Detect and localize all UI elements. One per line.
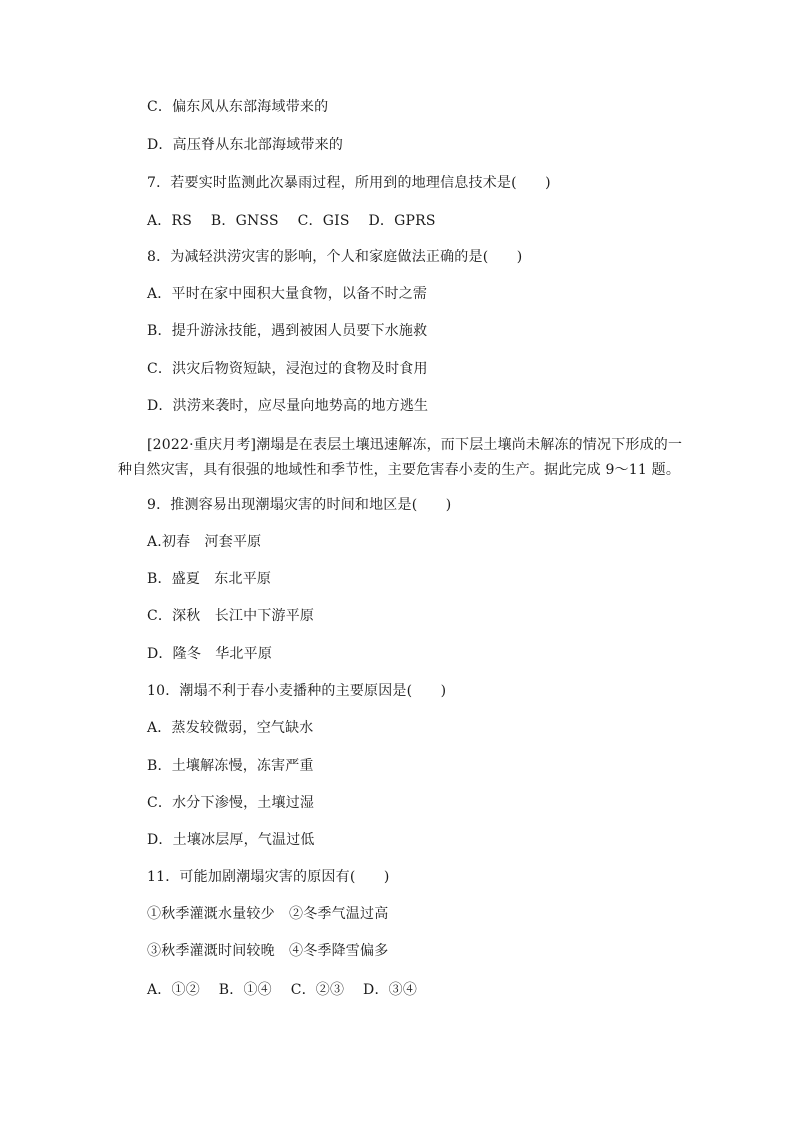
q8-stem: 8．为减轻洪涝灾害的影响，个人和家庭做法正确的是( ) [147, 249, 523, 265]
q11-stem: 11．可能加剧潮塌灾害的原因有( ) [147, 869, 390, 885]
q11-items-line-1: ①秋季灌溉水量较少 ②冬季气温过高 [147, 906, 389, 922]
q8-option-c: C．洪灾后物资短缺，浸泡过的食物及时食用 [147, 361, 428, 377]
q9-stem: 9．推测容易出现潮塌灾害的时间和地区是( ) [147, 497, 452, 513]
q11-options: A．①② B．①④ C．②③ D．③④ [147, 982, 418, 998]
q9-option-c: C．深秋 长江中下游平原 [147, 608, 315, 624]
q10-option-b: B．土壤解冻慢，冻害严重 [147, 758, 314, 774]
q8-option-a: A．平时在家中囤积大量食物，以备不时之需 [147, 286, 428, 302]
q6-option-c: C．偏东风从东部海域带来的 [147, 99, 329, 115]
q6-option-d: D．高压脊从东北部海域带来的 [147, 137, 344, 153]
q9-option-d: D．隆冬 华北平原 [147, 646, 273, 662]
q10-option-a: A．蒸发较微弱，空气缺水 [147, 720, 314, 736]
q10-option-d: D．土壤冰层厚，气温过低 [147, 832, 315, 848]
q8-option-d: D．洪涝来袭时，应尽量向地势高的地方逃生 [147, 398, 429, 414]
q9-option-b: B．盛夏 东北平原 [147, 571, 272, 587]
q9-option-a: A.初春 河套平原 [147, 534, 262, 550]
q7-stem: 7．若要实时监测此次暴雨过程，所用到的地理信息技术是( ) [147, 175, 551, 191]
q10-stem: 10．潮塌不利于春小麦播种的主要原因是( ) [147, 683, 447, 699]
q8-option-b: B．提升游泳技能，遇到被困人员要下水施救 [147, 323, 428, 339]
passage-line-1: [2022·重庆月考]潮塌是在表层土壤迅速解冻，而下层土壤尚未解冻的情况下形成的一 [147, 437, 683, 453]
q10-option-c: C．水分下渗慢，土壤过湿 [147, 795, 315, 811]
q7-options: A．RS B．GNSS C．GIS D．GPRS [147, 213, 436, 229]
passage-line-2: 种自然灾害，具有很强的地域性和季节性，主要危害春小麦的生产。据此完成 9～11 题。 [118, 462, 681, 478]
q11-items-line-2: ③秋季灌溉时间较晚 ④冬季降雪偏多 [147, 943, 389, 959]
